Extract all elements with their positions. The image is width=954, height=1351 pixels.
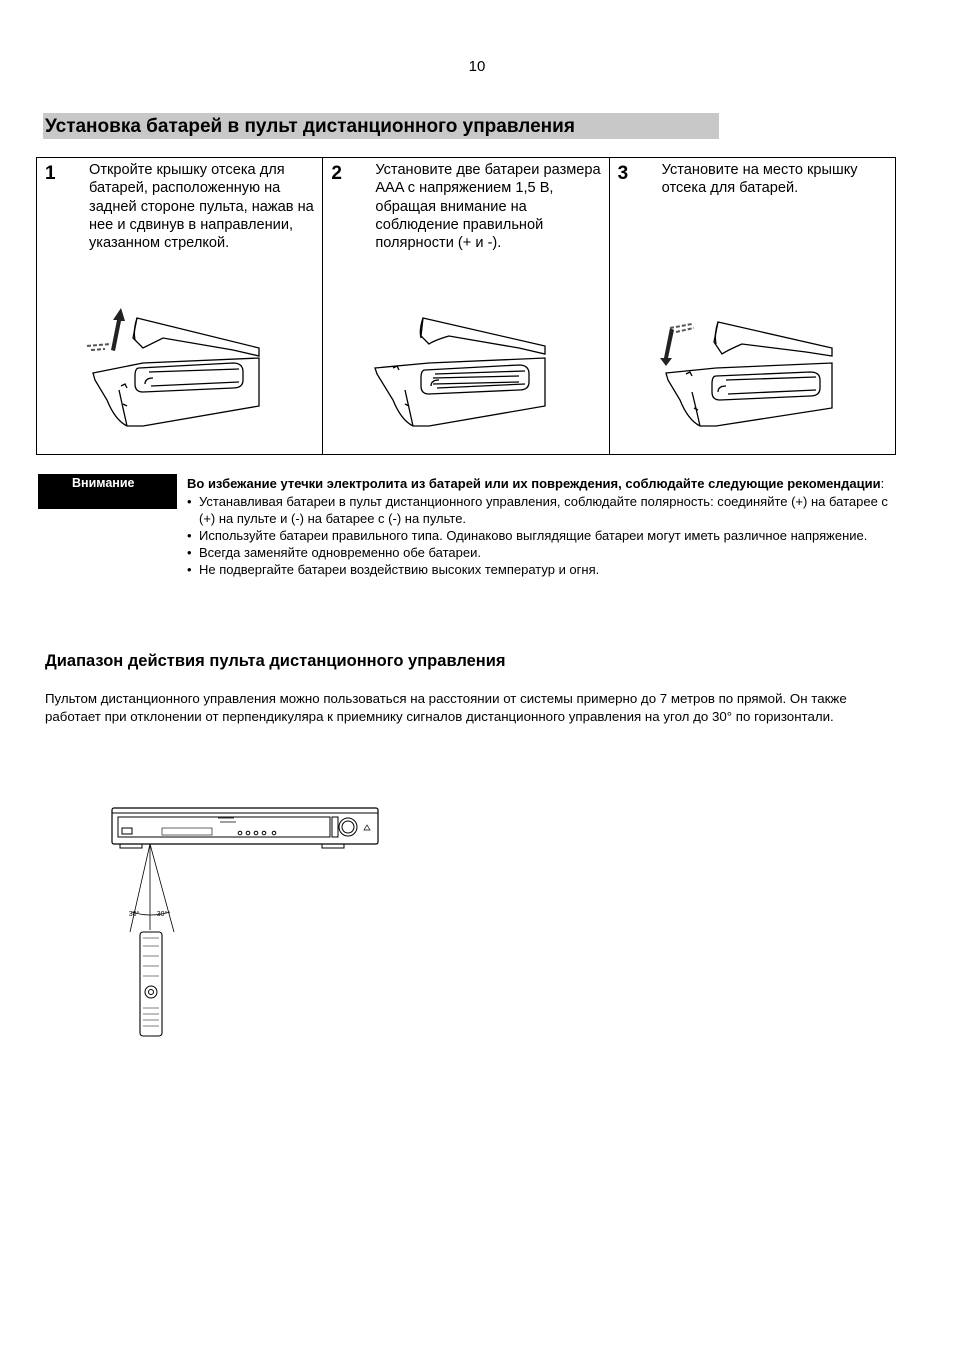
insert-batteries-illustration: [369, 308, 601, 443]
open-cover-illustration: [83, 308, 315, 443]
remote-range-illustration: [108, 800, 383, 1045]
close-cover-illustration: [656, 308, 888, 443]
step-3-text: Установите на место крышку отсека для батарей.: [661, 162, 858, 197]
step-2-number: 2: [331, 163, 342, 184]
caution-heading: [187, 475, 899, 492]
steps-table: [36, 157, 896, 455]
step-1-number: 1: [45, 163, 56, 184]
caution-label: Внимание: [36, 474, 177, 509]
range-title: Диапазон действия пульта дистанционного управления: [45, 652, 506, 670]
caution-body: [187, 475, 899, 578]
angle-right-label: 30°: [156, 911, 168, 918]
step-1: [37, 158, 323, 454]
step-1-text: Откройте крышку отсека для батарей, расположенную на задней стороне пульта, нажав на нее и сдвинув в направлении, указанном стрелкой.: [89, 162, 314, 252]
step-3-number: 3: [617, 163, 629, 184]
section-title: Установка батарей в пульт дистанционного управления: [43, 113, 719, 139]
step-2: [323, 158, 609, 454]
range-text: Пультом дистанционного управления можно пользоваться на расстоянии от системы примерно до 7 метров по прямой. Он также работает при отклонении от перпендикуляра к приемнику сигналов дистанционного управления на угол до 30° по горизонтали.: [45, 691, 847, 724]
list-item: • Устанавливая батареи в пульт дистанционного управления, соблюдайте полярность: соединяйте (+) на батарее с (+) на пульте и (-) на батарее с (-) на пульте.: [187, 493, 899, 527]
caution-heading-suffix: :: [880, 476, 885, 491]
list-item: • Всегда заменяйте одновременно обе батареи.: [187, 544, 899, 561]
step-3: [610, 158, 895, 454]
list-item: • Не подвергайте батареи воздействию высоких температур и огня.: [187, 561, 899, 578]
caution-heading-text: Во избежание утечки электролита из батарей или их повреждения, соблюдайте следующие рекомендации: [187, 476, 881, 491]
step-2-text: Установите две батареи размера AAA с напряжением 1,5 В, обращая внимание на соблюдение правильной полярности (+ и -).: [375, 162, 601, 252]
page-number: 10: [468, 58, 486, 75]
caution-list: [187, 493, 899, 578]
angle-left-label: 30°: [128, 911, 140, 918]
list-item: • Используйте батареи правильного типа. Одинаково выглядящие батареи могут иметь различное напряжение.: [187, 527, 899, 544]
